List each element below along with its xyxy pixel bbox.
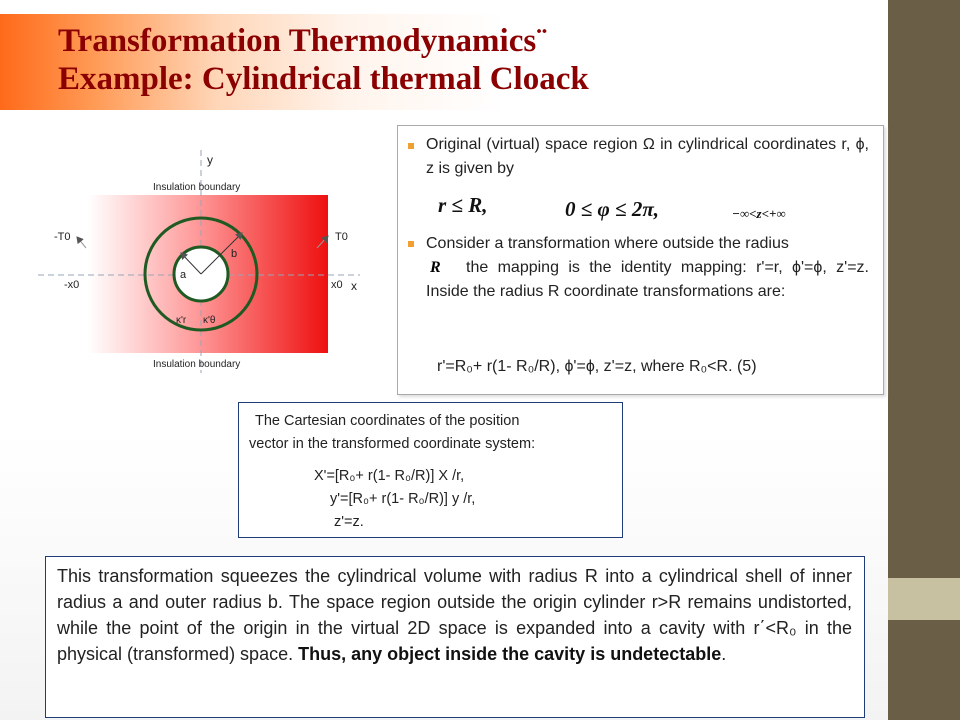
radius-b-label: b [231,248,238,260]
condition-phi: 0 ≤ φ ≤ 2π, [565,197,660,221]
bullet-2-rest: the mapping is the identity mapping: r'=r, ϕ'=ϕ, z'=z. Inside the radius R coordinate transformations are: [426,259,869,300]
side-bar-accent [888,578,960,620]
left-temp-arrow [77,237,86,248]
right-temp-label: T0 [335,231,348,243]
cartesian-eq-x: X'=[R₀+ r(1- R₀/R)] X /r, [314,468,465,484]
cloak-diagram [30,140,375,385]
right-pos-label: x0 [331,279,343,291]
bullet-1-text: Original (virtual) space region Ω in cylindrical coordinates r, ϕ, z is given by [426,136,869,177]
y-axis-label: y [207,153,213,167]
summary-end: . [721,644,727,664]
condition-r: r ≤ R, [438,193,488,217]
cartesian-line-1: The Cartesian coordinates of the position [255,413,520,429]
radius-a-label: a [180,269,187,281]
x-axis-label: x [351,279,357,293]
cartesian-eq-y: y'=[R₀+ r(1- R₀/R)] y /r, [330,491,476,507]
transformation-equation: r'=R₀+ r(1- R₀/R), ϕ'=ϕ, z'=z, where R₀<R. (5) [437,358,757,375]
slide-title [58,22,589,98]
left-temp-label: -T0 [54,231,71,243]
kappa-r-label: κ'r [176,315,187,326]
bottom-boundary-label: Insulation boundary [153,359,241,370]
side-bar-top [888,0,960,578]
summary-conclusion: Thus, any object inside the cavity is undetectable [298,644,722,664]
bullet-marker-1 [408,143,414,149]
cartesian-line-2: vector in the transformed coordinate system: [249,436,536,452]
kappa-theta-label: κ'θ [203,315,216,326]
bullet-2-R: R [430,259,441,276]
title-line-2: Example: Cylindrical thermal Cloack [58,61,589,97]
summary-text [57,563,852,667]
top-boundary-label: Insulation boundary [153,182,241,193]
title-line-1: Transformation Thermodynamics¨ [58,23,548,59]
side-bar-bottom [888,620,960,720]
left-pos-label: -x0 [64,279,80,291]
bullet-2-lead: Consider a transformation where outside the radius [426,235,789,252]
bullet-marker-2 [408,241,414,247]
cartesian-eq-z: z'=z. [334,514,364,530]
condition-z: −∞<z<+∞ [732,206,786,221]
summary-body: This transformation squeezes the cylindrical volume with radius R into a cylindrical shell of inner radius a and outer radius b. The space region outside the origin cylinder r>R remains undistorted, while the point of the origin in the virtual 2D space is expanded into a cavity with r΄<R₀ in the physical (transformed) space. [57,566,852,664]
